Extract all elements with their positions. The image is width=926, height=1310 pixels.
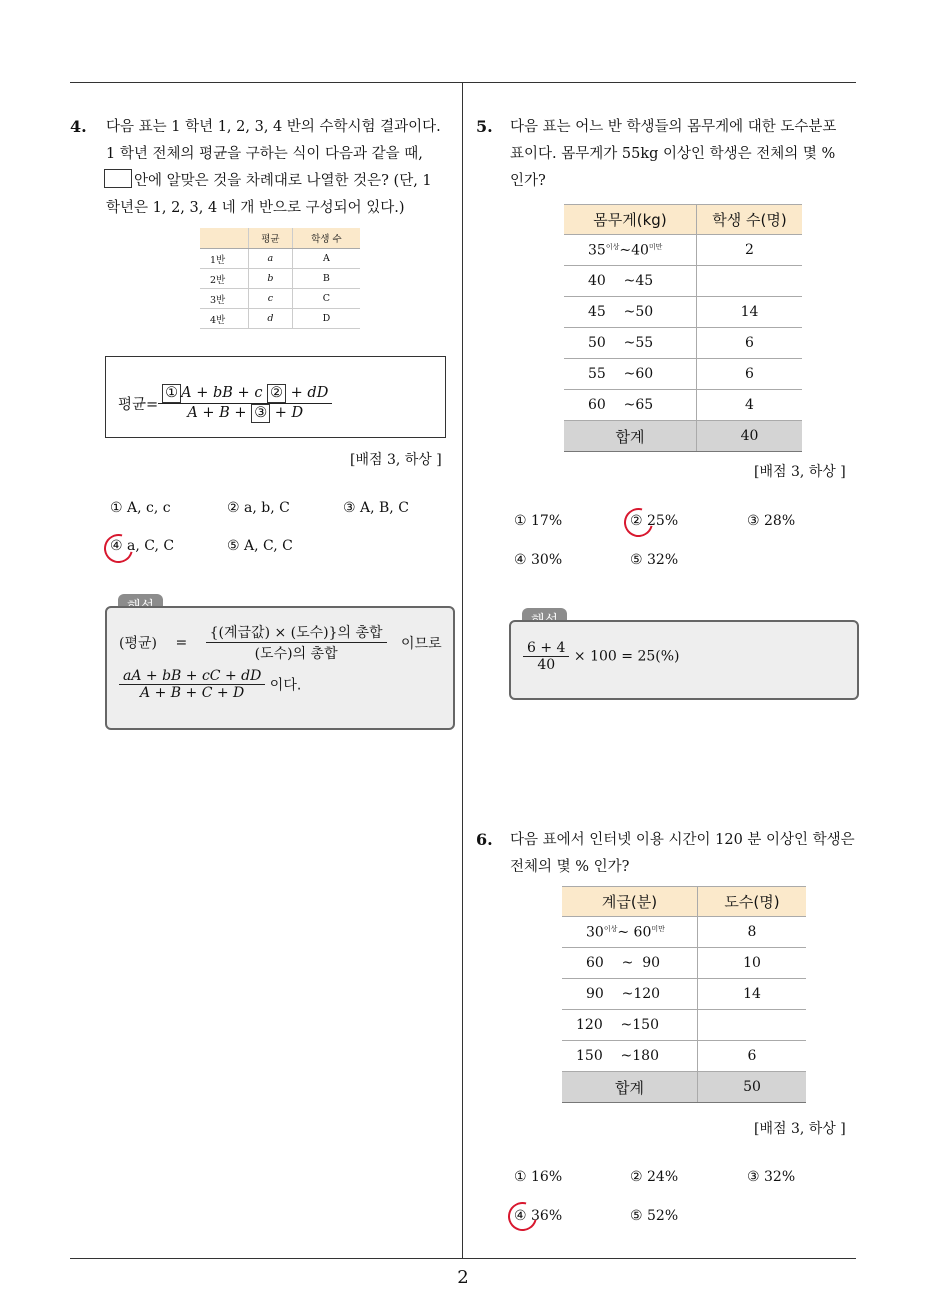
q4-th-1: 평균 — [249, 228, 293, 249]
q4-th-0 — [200, 228, 249, 249]
q6-th-0: 계급(분) — [562, 887, 698, 917]
table-row: 90 ~120 14 — [562, 979, 806, 1010]
q4-option-4[interactable]: ④ a, C, C — [110, 538, 175, 554]
q5-sol-fraction: $\frac{6 + 4}{40}$ — [523, 640, 569, 673]
q4-line-4: 학년은 1, 2, 3, 4 네 개 반으로 구성되어 있다.) — [106, 200, 405, 216]
table-row: 4반 d D — [200, 309, 360, 329]
q5-option-3[interactable]: ③ 28% — [747, 513, 796, 529]
q6-option-2[interactable]: ② 24% — [630, 1169, 679, 1185]
q6-number: 6. — [476, 830, 493, 849]
table-row: 150 ~180 6 — [562, 1041, 806, 1072]
table-row: 2반 b B — [200, 269, 360, 289]
q4-score-table — [200, 228, 360, 329]
q5-option-1[interactable]: ① 17% — [514, 513, 563, 529]
answer-blank-box — [104, 169, 132, 188]
table-total-row: 합계 40 — [564, 421, 802, 452]
q5-option-5[interactable]: ⑤ 32% — [630, 552, 679, 568]
q5-text — [510, 114, 860, 195]
formula-label: 평균= — [118, 397, 159, 413]
formula-fraction: $\frac{\text{① A + bB + c ② + dD}}{\text{A + B + ③ + D}}$ — [158, 384, 332, 423]
q6-text — [510, 827, 860, 881]
q6-line-1: 다음 표에서 인터넷 이용 시간이 120 분 이상인 학생은 — [510, 832, 855, 848]
q5-solution-box — [509, 620, 859, 700]
q5-line-1: 다음 표는 어느 반 학생들의 몸무게에 대한 도수분포 — [510, 119, 837, 135]
q6-option-4[interactable]: ④ 36% — [514, 1208, 563, 1224]
top-rule — [70, 82, 856, 83]
table-row: 60 ~65 4 — [564, 390, 802, 421]
q5-frequency-table — [564, 204, 802, 452]
q4-option-2[interactable]: ② a, b, C — [227, 500, 290, 516]
table-row: 3반 c C — [200, 289, 360, 309]
table-row: 50 ~55 6 — [564, 328, 802, 359]
sol-lhs: (평균) — [119, 635, 157, 652]
q5-sol-rest: × 100 = 25(%) — [573, 648, 680, 665]
q4-text — [106, 114, 461, 222]
q6-option-3[interactable]: ③ 32% — [747, 1169, 796, 1185]
q5-option-2[interactable]: ② 25% — [630, 513, 679, 529]
table-row: 55 ~60 6 — [564, 359, 802, 390]
table-row: 45 ~50 14 — [564, 297, 802, 328]
q6-score: [배점 3, 하상 ] — [754, 1121, 846, 1137]
sol-tail-2: 이다. — [269, 677, 302, 694]
q5-th-1: 학생 수(명) — [697, 205, 803, 235]
table-row: 1반 a A — [200, 249, 360, 269]
q4-score: [배점 3, 하상 ] — [350, 452, 442, 468]
answer-circle-mark — [99, 529, 139, 569]
sol-tail-1: 이므로 — [401, 635, 442, 652]
q6-option-1[interactable]: ① 16% — [514, 1169, 563, 1185]
page-number: 2 — [457, 1267, 469, 1288]
q4-line-1: 다음 표는 1 학년 1, 2, 3, 4 반의 수학시험 결과이다. — [106, 119, 441, 135]
q5-number: 5. — [476, 117, 493, 136]
q4-formula-box — [105, 356, 446, 438]
answer-circle-mark — [503, 1197, 543, 1237]
q5-th-0: 몸무게(kg) — [564, 205, 697, 235]
answer-circle-mark — [619, 503, 659, 543]
table-row: $30^{이상}\sim$ $60^{미만}$ 8 — [562, 917, 806, 948]
table-total-row: 합계 50 — [562, 1072, 806, 1103]
q5-score: [배점 3, 하상 ] — [754, 464, 846, 480]
q5-line-2: 표이다. 몸무게가 55kg 이상인 학생은 전체의 몇 % — [510, 146, 836, 162]
table-row: $35^{이상}\sim 40^{미만}$ 2 — [564, 235, 802, 266]
q4-option-1[interactable]: ① A, c, c — [110, 500, 171, 516]
q4-line-2: 1 학년 전체의 평균을 구하는 식이 다음과 같을 때, — [106, 146, 423, 162]
q5-option-4[interactable]: ④ 30% — [514, 552, 563, 568]
bottom-rule — [70, 1258, 856, 1259]
q4-th-2: 학생 수 — [292, 228, 360, 249]
table-row: 60 ~ 90 10 — [562, 948, 806, 979]
q6-line-2: 전체의 몇 % 인가? — [510, 859, 630, 875]
q6-frequency-table — [562, 886, 806, 1103]
q6-option-5[interactable]: ⑤ 52% — [630, 1208, 679, 1224]
q4-solution-box — [105, 606, 455, 730]
q4-number: 4. — [70, 117, 87, 136]
column-divider — [462, 83, 463, 1258]
table-row: 120 ~150 — [562, 1010, 806, 1041]
sol-fraction-2: $\frac{aA + bB + cC + dD}{A + B + C + D}$ — [119, 668, 265, 701]
sol-fraction-1: $\frac{\text{\{(계급값) × (도수)\}의 총합}}{\text{(도수)의 총합}}$ — [206, 622, 387, 663]
q6-th-1: 도수(명) — [698, 887, 807, 917]
q5-line-3: 인가? — [510, 173, 546, 189]
q4-option-3[interactable]: ③ A, B, C — [343, 500, 409, 516]
q4-option-5[interactable]: ⑤ A, C, C — [227, 538, 293, 554]
q4-line-3: 안에 알맞은 것을 차례대로 나열한 것은? (단, 1 — [104, 168, 461, 195]
sol-eq: = — [175, 634, 188, 651]
table-row: 40 ~45 — [564, 266, 802, 297]
